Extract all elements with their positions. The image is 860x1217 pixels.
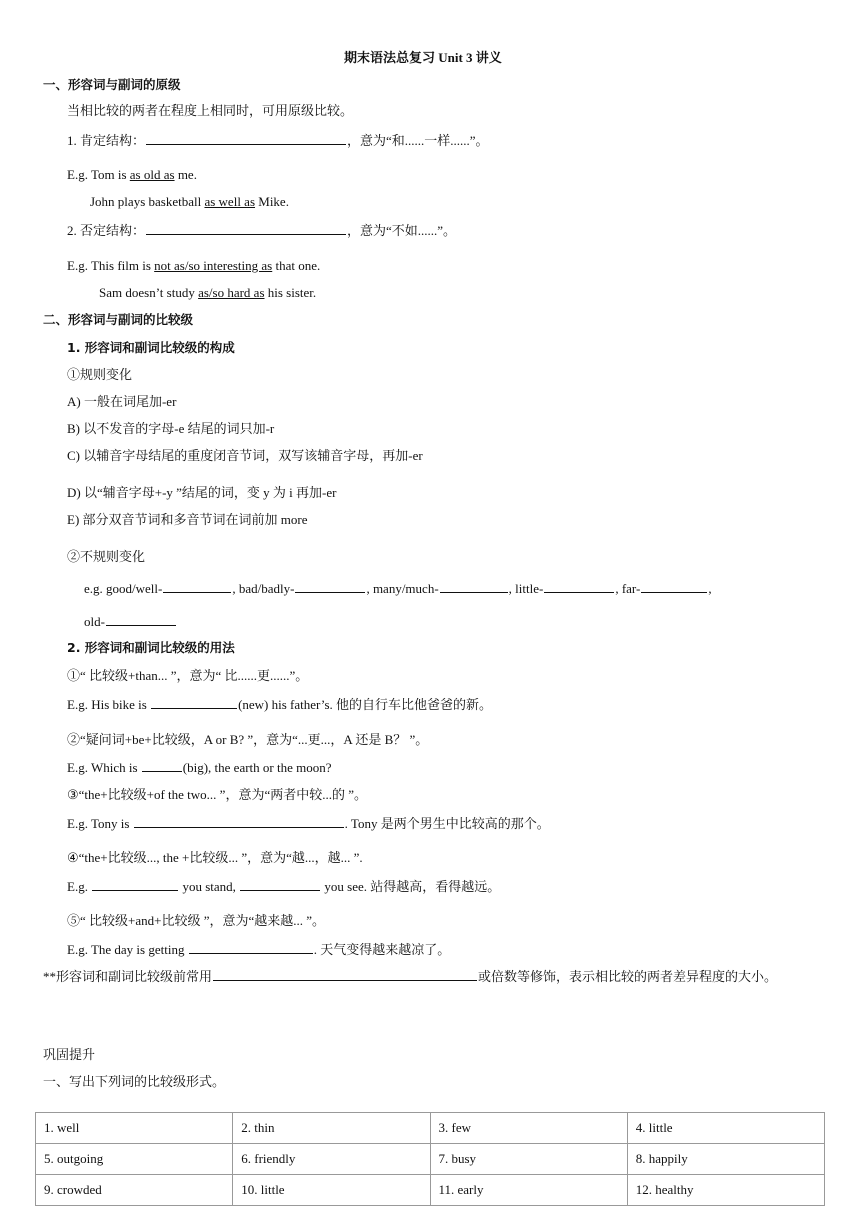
practice-heading: 巩固提升	[43, 1047, 96, 1062]
good-blank[interactable]	[163, 580, 231, 593]
table-row	[36, 1144, 825, 1175]
many-blank[interactable]	[440, 580, 508, 593]
negative-structure-line	[67, 222, 456, 239]
note-line: **形容词和副词比较级前常用 或倍数等修饰，表示相比较的两者差异程度的大小。	[43, 969, 778, 984]
negative-structure-label: 2. 否定结构：	[67, 223, 146, 238]
rule-b: B) 以不发音的字母-e 结尾的词只加-r	[67, 421, 275, 436]
positive-structure-blank[interactable]	[146, 132, 346, 145]
usage-3-blank[interactable]	[134, 815, 344, 828]
usage-subheading: 2. 形容词和副词比较级的用法	[67, 640, 235, 655]
table-cell[interactable]: 3. few	[430, 1113, 627, 1144]
positive-structure-line	[67, 132, 489, 149]
page-title: 期末语法总复习 Unit 3 讲义	[344, 50, 502, 65]
little-blank[interactable]	[544, 580, 614, 593]
usage-1-blank[interactable]	[151, 696, 237, 709]
usage-4: ④“the+比较级..., the +比较级... ”，意为“越...，越... ”.	[67, 850, 363, 865]
usage-3-example: E.g. Tony is . Tony 是两个男生中比较高的那个。	[67, 816, 550, 831]
table-cell[interactable]: 2. thin	[233, 1113, 430, 1144]
table-cell[interactable]: 8. happily	[627, 1144, 824, 1175]
regular-change-label: ①规则变化	[67, 367, 133, 382]
usage-4-blank-2[interactable]	[240, 878, 320, 891]
example-john: John plays basketball as well as Mike.	[90, 194, 289, 209]
table-cell[interactable]: 11. early	[430, 1175, 627, 1206]
table-row	[36, 1175, 825, 1206]
rule-d: D) 以“辅音字母+-y ”结尾的词，变 y 为 i 再加-er	[67, 485, 337, 500]
table-cell[interactable]: 5. outgoing	[36, 1144, 233, 1175]
irregular-examples-line: e.g. good/well- , bad/badly- , many/much- , little- , far- ,	[84, 581, 712, 596]
negative-structure-blank[interactable]	[146, 222, 346, 235]
usage-5-example: E.g. The day is getting . 天气变得越来越凉了。	[67, 942, 451, 957]
far-blank[interactable]	[641, 580, 707, 593]
negative-structure-meaning: ，意为“不如......”。	[347, 223, 457, 238]
rule-c: C) 以辅音字母结尾的重度闭音节词，双写该辅音字母，再加-er	[67, 448, 423, 463]
usage-1: ①“ 比较级+than... ”，意为“ 比......更......”。	[67, 668, 309, 683]
usage-2-example: E.g. Which is (big), the earth or the moon?	[67, 760, 332, 775]
rule-e: E) 部分双音节词和多音节词在词前加 more	[67, 512, 308, 527]
positive-structure-meaning: ，意为“和......一样......”。	[347, 133, 489, 148]
table-row	[36, 1113, 825, 1144]
usage-2-blank[interactable]	[142, 759, 182, 772]
table-cell[interactable]: 12. healthy	[627, 1175, 824, 1206]
usage-5: ⑤“ 比较级+and+比较级 ”，意为“越来越... ”。	[67, 913, 326, 928]
bad-blank[interactable]	[295, 580, 365, 593]
table-cell[interactable]: 1. well	[36, 1113, 233, 1144]
usage-4-blank-1[interactable]	[92, 878, 178, 891]
example-sam: Sam doesn’t study as/so hard as his sister.	[99, 285, 317, 300]
section-1-heading: 一、形容词与副词的原级	[43, 77, 181, 92]
usage-3: ③“the+比较级+of the two... ”，意为“两者中较...的 ”。	[67, 787, 367, 802]
table-cell[interactable]: 9. crowded	[36, 1175, 233, 1206]
example-film: E.g. This film is not as/so interesting as that one.	[67, 258, 321, 273]
usage-2: ②“疑问词+be+比较级，A or B? ”，意为“...更...，A 还是 B？ ”。	[67, 732, 429, 747]
table-cell[interactable]: 6. friendly	[233, 1144, 430, 1175]
section-1-intro: 当相比较的两者在程度上相同时，可用原级比较。	[67, 103, 354, 118]
rule-a: A) 一般在词尾加-er	[67, 394, 177, 409]
table-cell[interactable]: 10. little	[233, 1175, 430, 1206]
irregular-old-line: old-	[84, 613, 177, 630]
positive-structure-label: 1. 肯定结构：	[67, 133, 146, 148]
exercise-heading: 一、写出下列词的比较级形式。	[43, 1074, 226, 1089]
table-cell[interactable]: 7. busy	[430, 1144, 627, 1175]
irregular-change-label: ②不规则变化	[67, 549, 146, 564]
usage-4-example: E.g. you stand, you see. 站得越高，看得越远。	[67, 879, 501, 894]
table-cell[interactable]: 4. little	[627, 1113, 824, 1144]
old-blank[interactable]	[106, 613, 176, 626]
formation-subheading: 1. 形容词和副词比较级的构成	[67, 340, 235, 355]
example-tom: E.g. Tom is as old as me.	[67, 167, 197, 182]
usage-5-blank[interactable]	[189, 941, 313, 954]
word-table	[35, 1112, 825, 1206]
note-blank[interactable]	[213, 968, 477, 981]
usage-1-example: E.g. His bike is (new) his father’s. 他的自行车比他爸爸的新。	[67, 697, 493, 712]
section-2-heading: 二、形容词与副词的比较级	[43, 312, 194, 327]
